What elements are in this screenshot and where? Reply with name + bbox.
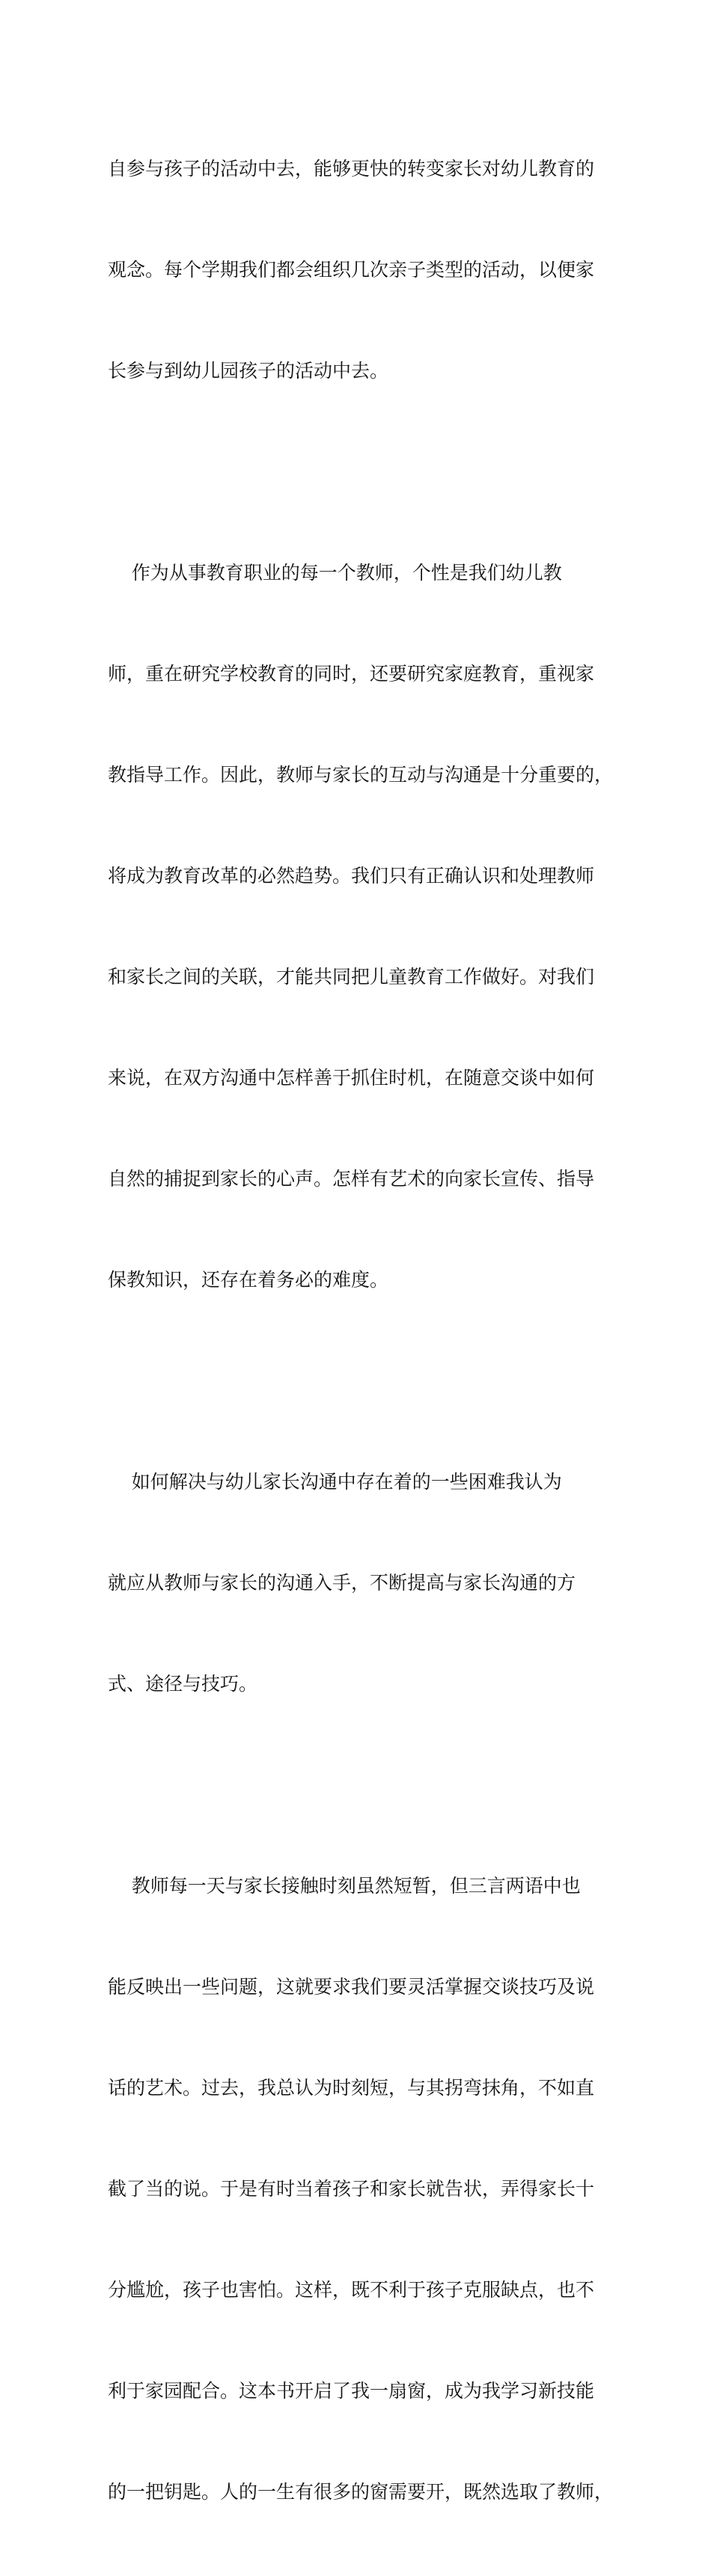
paragraph-2 <box>108 489 624 1364</box>
text-line: 教师每一天与家长接触时刻虽然短暂，但三言两语中也 <box>108 1875 581 1897</box>
text-line: 分尴尬，孩子也害怕。这样，既不利于孩子克服缺点，也不 <box>108 2279 595 2301</box>
text-line: 和家长之间的关联，才能共同把儿童教育工作做好。对我们 <box>108 966 595 988</box>
text-line: 保教知识，还存在着务必的难度。 <box>108 1269 389 1291</box>
text-line: 观念。每个学期我们都会组织几次亲子类型的活动，以便家 <box>108 259 595 281</box>
paragraph-3 <box>108 1398 624 1768</box>
text-line: 截了当的说。于是有时当着孩子和家长就告状，弄得家长十 <box>108 2178 595 2200</box>
paragraph-1 <box>108 85 624 455</box>
text-line: 师，重在研究学校教育的同时，还要研究家庭教育，重视家 <box>108 663 595 685</box>
document-body <box>108 85 624 2576</box>
text-line: 自参与孩子的活动中去，能够更快的转变家长对幼儿教育的 <box>108 158 595 180</box>
text-line: 就应从教师与家长的沟通入手，不断提高与家长沟通的方 <box>108 1572 576 1594</box>
text-line: 将成为教育改革的必然趋势。我们只有正确认识和处理教师 <box>108 865 595 887</box>
text-line: 自然的捕捉到家长的心声。怎样有艺术的向家长宣传、指导 <box>108 1168 595 1190</box>
text-line: 话的艺术。过去，我总认为时刻短，与其拐弯抹角，不如直 <box>108 2077 595 2099</box>
text-line: 作为从事教育职业的每一个教师，个性是我们幼儿教 <box>108 562 562 584</box>
text-line: 长参与到幼儿园孩子的活动中去。 <box>108 360 389 382</box>
text-line: 式、途径与技巧。 <box>108 1673 258 1695</box>
text-line: 的一把钥匙。人的一生有很多的窗需要开，既然选取了教师， <box>108 2481 614 2503</box>
text-line: 利于家园配合。这本书开启了我一扇窗，成为我学习新技能 <box>108 2380 595 2402</box>
paragraph-gap <box>108 1364 624 1398</box>
text-line: 教指导工作。因此，教师与家长的互动与沟通是十分重要的， <box>108 764 614 786</box>
paragraph-gap <box>108 455 624 489</box>
paragraph-gap <box>108 1768 624 1802</box>
text-line: 能反映出一些问题，这就要求我们要灵活掌握交谈技巧及说 <box>108 1976 595 1998</box>
text-line: 如何解决与幼儿家长沟通中存在着的一些困难我认为 <box>108 1471 562 1493</box>
paragraph-4 <box>108 1802 624 2576</box>
text-line: 来说，在双方沟通中怎样善于抓住时机，在随意交谈中如何 <box>108 1067 595 1089</box>
